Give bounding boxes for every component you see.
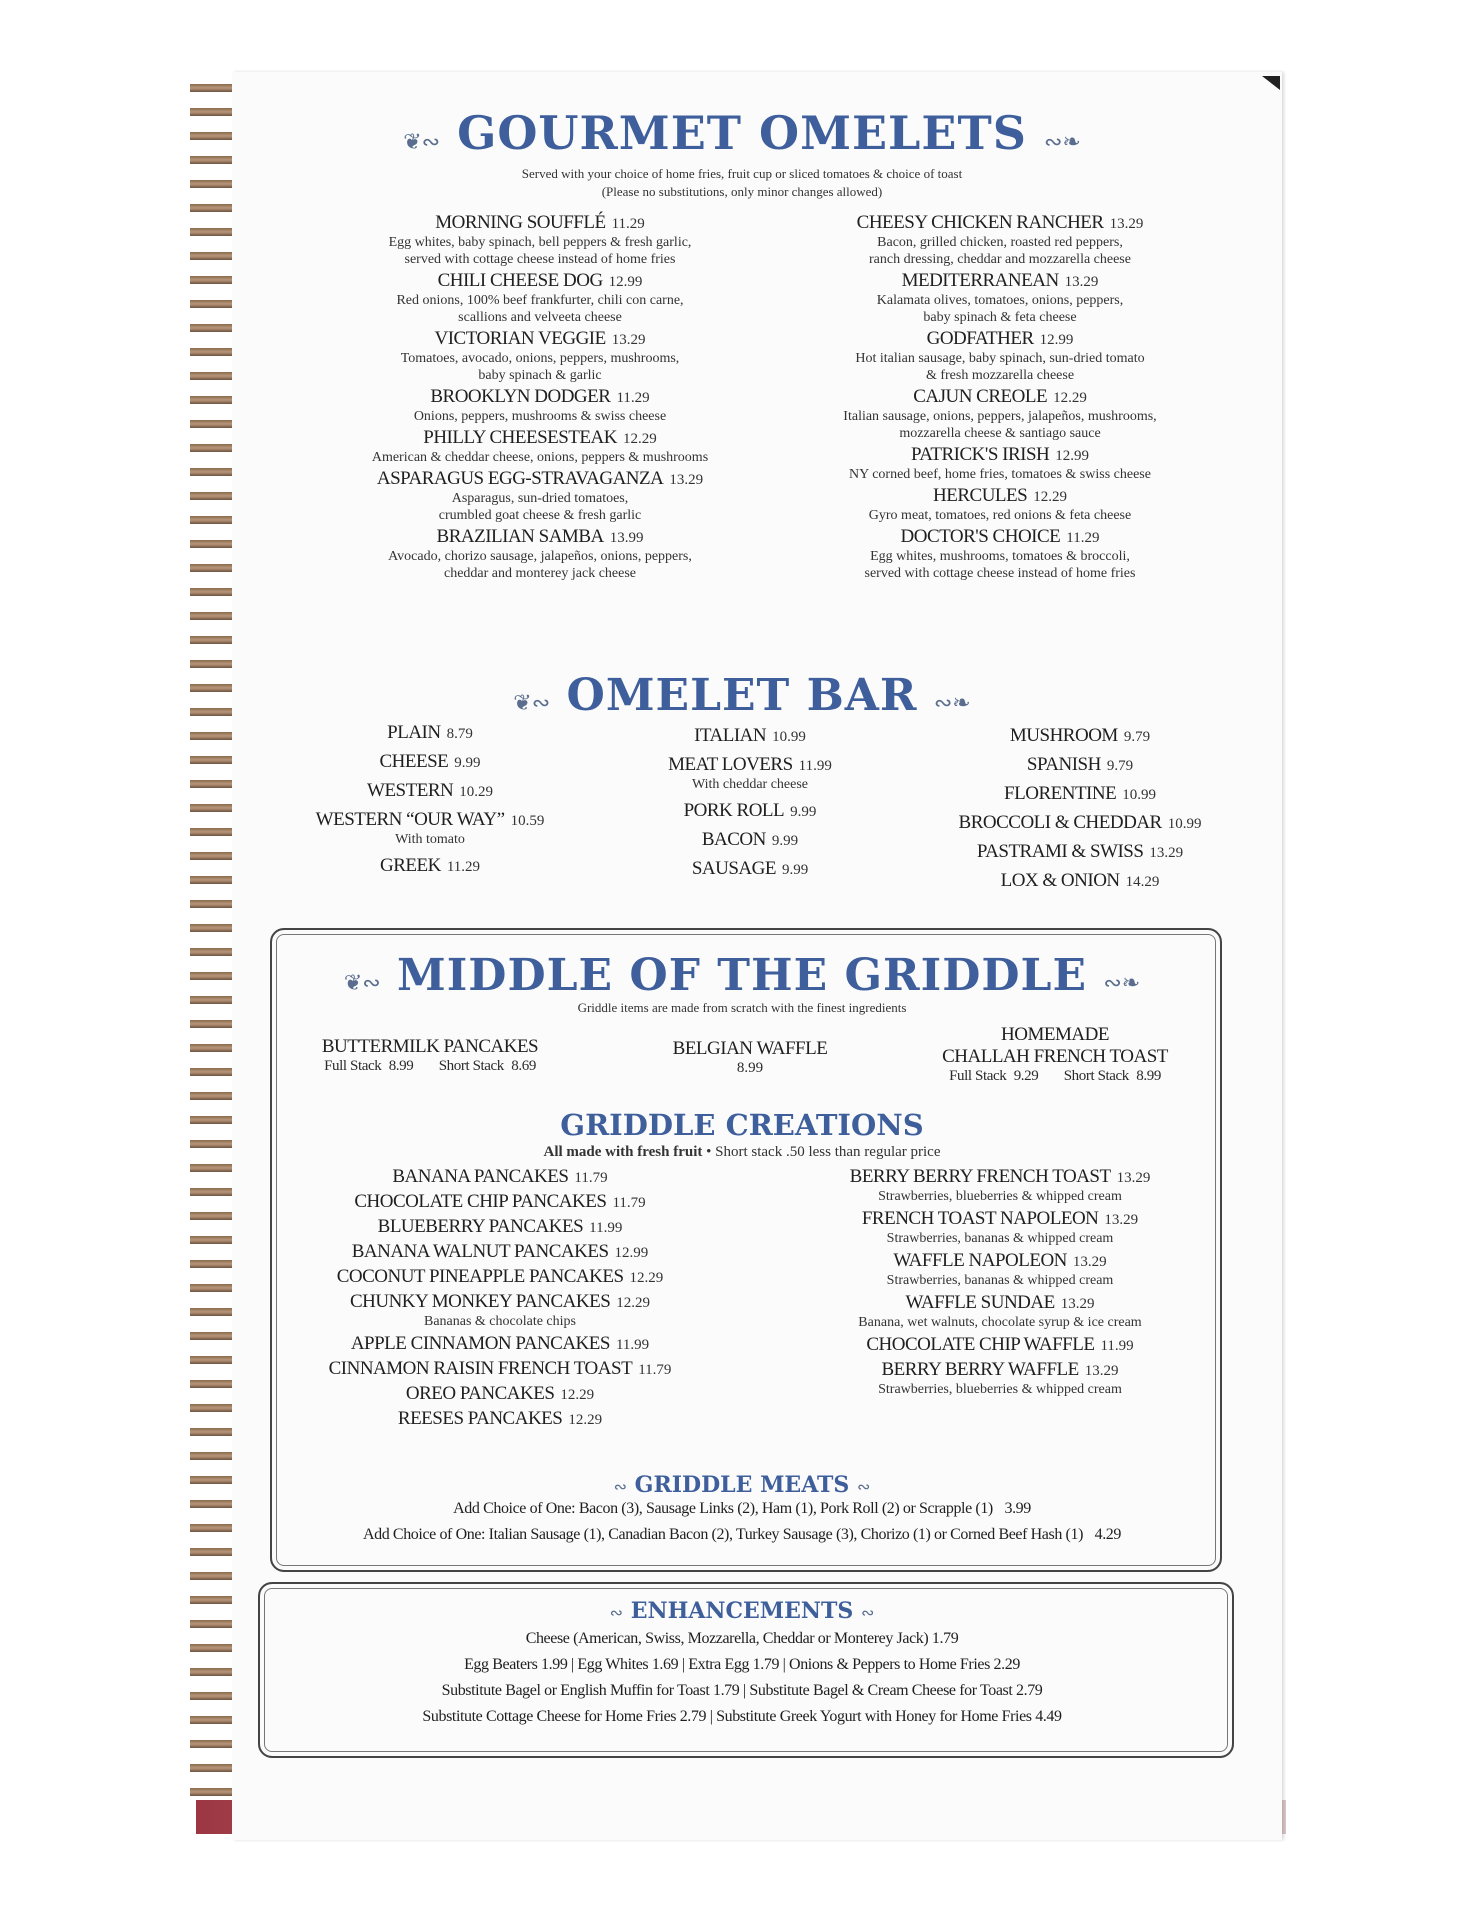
item-price: 10.99 bbox=[1167, 816, 1202, 832]
item-description: Kalamata olives, tomatoes, onions, peppers, bbox=[876, 293, 1124, 308]
buttermilk-pancakes bbox=[300, 1036, 560, 1075]
belgian-waffle bbox=[640, 1038, 860, 1077]
item-price: 12.99 bbox=[1039, 332, 1074, 348]
item-price: 13.29 bbox=[1109, 216, 1144, 232]
item-heading-line bbox=[300, 328, 780, 350]
item-price: 11.99 bbox=[589, 1220, 623, 1236]
item-price: 11.79 bbox=[638, 1362, 672, 1378]
enhancements-heading bbox=[0, 1598, 1484, 1624]
enhancement-line-4: Substitute Cottage Cheese for Home Fries 2.79 | Substitute Greek Yogurt with Honey for Home Fries 4.49 bbox=[422, 1708, 1062, 1725]
item-name: VICTORIAN VEGGIE bbox=[434, 328, 606, 349]
item-name: SAUSAGE bbox=[691, 858, 776, 879]
omelet-bar-item bbox=[600, 800, 900, 822]
flourish-icon: ∾❧ bbox=[1043, 130, 1081, 155]
flourish-icon: ∾ bbox=[609, 1603, 624, 1622]
item-price: 13.29 bbox=[1104, 1212, 1139, 1228]
fresh-fruit-note: All made with fresh fruit bbox=[543, 1144, 703, 1160]
item-description: Bacon, grilled chicken, roasted red peppers, bbox=[877, 235, 1123, 250]
item-heading-line bbox=[280, 751, 580, 773]
item-description: Strawberries, bananas & whipped cream bbox=[886, 1273, 1114, 1288]
omelet-bar-item bbox=[920, 725, 1240, 747]
item-heading-line bbox=[600, 754, 900, 776]
item-heading-line bbox=[760, 212, 1240, 234]
item-name: PASTRAMI & SWISS bbox=[976, 841, 1144, 862]
waffle-name: BELGIAN WAFFLE bbox=[672, 1038, 828, 1059]
item-heading-line bbox=[760, 444, 1240, 466]
item-name: WAFFLE SUNDAE bbox=[905, 1292, 1055, 1313]
item-name: CINNAMON RAISIN FRENCH TOAST bbox=[328, 1358, 633, 1379]
item-price: 9.79 bbox=[1123, 729, 1151, 745]
item-heading-line bbox=[300, 1408, 700, 1430]
item-description: Strawberries, bananas & whipped cream bbox=[886, 1231, 1114, 1246]
item-price: 11.99 bbox=[798, 758, 832, 774]
gourmet-omelets-heading bbox=[0, 106, 1484, 160]
item-name: PATRICK'S IRISH bbox=[910, 444, 1050, 465]
full-stack-label: Full Stack bbox=[949, 1068, 1007, 1084]
gourmet-omelets-title: GOURMET OMELETS bbox=[457, 106, 1027, 160]
item-description: served with cottage cheese instead of home fries bbox=[404, 252, 676, 267]
griddle-creation-item bbox=[800, 1166, 1200, 1205]
item-name: BACON bbox=[701, 829, 766, 850]
gourmet-subtitle: Served with your choice of home fries, fruit cup or sliced tomatoes & choice of toast bbox=[521, 166, 963, 181]
item-description: & fresh mozzarella cheese bbox=[925, 368, 1075, 383]
omelet-bar-item bbox=[920, 754, 1240, 776]
challah-french-toast bbox=[920, 1024, 1190, 1085]
item-price: 9.99 bbox=[454, 755, 481, 771]
item-name: CHOCOLATE CHIP PANCAKES bbox=[354, 1191, 607, 1212]
griddle-creations-right bbox=[800, 1166, 1200, 1401]
griddle-creation-item bbox=[300, 1216, 700, 1238]
item-description: Italian sausage, onions, peppers, jalapeños, mushrooms, bbox=[843, 409, 1157, 424]
full-stack-label: Full Stack bbox=[324, 1058, 382, 1074]
omelet-bar-item bbox=[280, 722, 580, 744]
omelet-bar-item bbox=[280, 855, 580, 877]
item-price: 10.59 bbox=[510, 813, 545, 829]
gourmet-item bbox=[300, 212, 780, 268]
item-description: Asparagus, sun-dried tomatoes, bbox=[451, 491, 629, 506]
griddle-creation-item bbox=[300, 1241, 700, 1263]
griddle-heading bbox=[0, 950, 1484, 1001]
gourmet-item bbox=[760, 328, 1240, 384]
item-heading-line bbox=[760, 328, 1240, 350]
item-price: 10.29 bbox=[459, 784, 493, 800]
full-stack-price: 9.29 bbox=[1013, 1068, 1039, 1084]
omelet-bar-item bbox=[920, 870, 1240, 892]
item-heading-line bbox=[280, 809, 580, 831]
full-stack-price: 8.99 bbox=[388, 1058, 414, 1074]
gourmet-left-column bbox=[300, 212, 780, 584]
item-name: WAFFLE NAPOLEON bbox=[893, 1250, 1067, 1271]
item-price: 11.29 bbox=[446, 859, 481, 875]
item-heading-line bbox=[920, 841, 1240, 863]
item-price: 10.99 bbox=[1122, 787, 1156, 803]
item-description: Gyro meat, tomatoes, red onions & feta cheese bbox=[868, 508, 1132, 523]
buttermilk-name: BUTTERMILK PANCAKES bbox=[321, 1036, 539, 1057]
item-heading-line bbox=[280, 722, 580, 744]
item-description: cheddar and monterey jack cheese bbox=[443, 566, 636, 581]
gourmet-item bbox=[300, 526, 780, 582]
griddle-creation-item bbox=[300, 1191, 700, 1213]
item-heading-line bbox=[920, 725, 1240, 747]
item-heading-line bbox=[600, 829, 900, 851]
item-heading-line bbox=[600, 725, 900, 747]
item-description: With tomato bbox=[395, 832, 465, 847]
griddle-meats-line-2 bbox=[0, 1526, 1484, 1544]
item-heading-line bbox=[300, 1216, 700, 1238]
item-price: 11.29 bbox=[611, 216, 645, 232]
gourmet-item bbox=[760, 212, 1240, 268]
item-name: GODFATHER bbox=[926, 328, 1034, 349]
item-name: HERCULES bbox=[933, 485, 1028, 506]
item-description: ranch dressing, cheddar and mozzarella cheese bbox=[869, 252, 1131, 267]
gourmet-item bbox=[760, 270, 1240, 326]
omelet-bar-item bbox=[600, 754, 900, 793]
gourmet-right-column bbox=[760, 212, 1240, 584]
item-name: CAJUN CREOLE bbox=[913, 386, 1048, 407]
item-name: COCONUT PINEAPPLE PANCAKES bbox=[336, 1266, 624, 1287]
meats-price-1: 3.99 bbox=[1004, 1500, 1031, 1517]
item-heading-line bbox=[920, 754, 1240, 776]
griddle-creation-item bbox=[800, 1359, 1200, 1398]
flourish-icon: ∾ bbox=[613, 1477, 627, 1496]
griddle-creation-item bbox=[300, 1383, 700, 1405]
griddle-creation-item bbox=[800, 1334, 1200, 1356]
item-description: baby spinach & garlic bbox=[478, 368, 602, 383]
item-description: Avocado, chorizo sausage, jalapeños, onions, peppers, bbox=[388, 549, 692, 564]
item-description: Bananas & chocolate chips bbox=[423, 1314, 576, 1329]
omelet-bar-item bbox=[280, 780, 580, 802]
item-name: MEAT LOVERS bbox=[668, 754, 793, 775]
item-name: BROOKLYN DODGER bbox=[430, 386, 611, 407]
item-heading-line bbox=[800, 1359, 1200, 1381]
waffle-price: 8.99 bbox=[736, 1060, 764, 1076]
griddle-creations-title: GRIDDLE CREATIONS bbox=[560, 1108, 924, 1142]
gourmet-item bbox=[760, 526, 1240, 582]
griddle-subtitle: Griddle items are made from scratch with the finest ingredients bbox=[577, 1000, 907, 1015]
item-name: CHUNKY MONKEY PANCAKES bbox=[349, 1291, 611, 1312]
item-price: 13.29 bbox=[1149, 845, 1184, 861]
short-stack-label: Short Stack bbox=[438, 1058, 504, 1074]
griddle-creation-item bbox=[300, 1291, 700, 1330]
item-name: BLUEBERRY PANCAKES bbox=[377, 1216, 584, 1237]
item-heading-line bbox=[300, 1358, 700, 1380]
short-stack-label: Short Stack bbox=[1063, 1068, 1129, 1084]
item-price: 12.99 bbox=[614, 1245, 649, 1261]
item-name: MUSHROOM bbox=[1009, 725, 1118, 746]
item-name: CHEESY CHICKEN RANCHER bbox=[856, 212, 1104, 233]
item-name: LOX & ONION bbox=[1000, 870, 1120, 891]
omelet-bar-item bbox=[600, 829, 900, 851]
item-price: 12.29 bbox=[629, 1270, 664, 1286]
omelet-bar-item bbox=[600, 858, 900, 880]
flourish-icon: ∾❧ bbox=[933, 691, 971, 716]
item-price: 12.29 bbox=[568, 1412, 603, 1428]
short-stack-price: 8.69 bbox=[511, 1058, 536, 1074]
item-description: Egg whites, mushrooms, tomatoes & broccoli, bbox=[870, 549, 1130, 564]
item-name: SPANISH bbox=[1026, 754, 1101, 775]
omelet-bar-title: OMELET BAR bbox=[566, 670, 918, 721]
griddle-title: MIDDLE OF THE GRIDDLE bbox=[397, 950, 1087, 1001]
griddle-creations-left bbox=[300, 1166, 700, 1433]
gourmet-item bbox=[300, 270, 780, 326]
griddle-meats-title: GRIDDLE MEATS bbox=[634, 1472, 850, 1498]
item-price: 11.79 bbox=[612, 1195, 646, 1211]
item-heading-line bbox=[280, 780, 580, 802]
item-heading-line bbox=[920, 870, 1240, 892]
item-price: 13.29 bbox=[1060, 1296, 1095, 1312]
short-stack-price: 8.99 bbox=[1136, 1068, 1161, 1084]
gourmet-item bbox=[760, 485, 1240, 524]
item-name: BROCCOLI & CHEDDAR bbox=[958, 812, 1162, 833]
item-description: American & cheddar cheese, onions, peppers & mushrooms bbox=[371, 450, 709, 465]
item-description: baby spinach & feta cheese bbox=[923, 310, 1077, 325]
item-heading-line bbox=[800, 1292, 1200, 1314]
item-name: MEDITERRANEAN bbox=[901, 270, 1059, 291]
griddle-creation-item bbox=[300, 1358, 700, 1380]
flourish-icon: ∾❧ bbox=[1103, 971, 1141, 996]
item-heading-line bbox=[920, 812, 1240, 834]
item-price: 11.99 bbox=[615, 1337, 650, 1353]
item-heading-line bbox=[300, 1291, 700, 1313]
item-description: served with cottage cheese instead of home fries bbox=[864, 566, 1136, 581]
griddle-meats-line-1 bbox=[0, 1500, 1484, 1518]
gourmet-item bbox=[300, 328, 780, 384]
item-heading-line bbox=[760, 485, 1240, 507]
item-description: Onions, peppers, mushrooms & swiss cheese bbox=[413, 409, 667, 424]
item-description: Banana, wet walnuts, chocolate syrup & ice cream bbox=[858, 1315, 1142, 1330]
gourmet-item bbox=[300, 427, 780, 466]
item-name: OREO PANCAKES bbox=[405, 1383, 555, 1404]
item-heading-line bbox=[300, 270, 780, 292]
item-name: BANANA WALNUT PANCAKES bbox=[351, 1241, 609, 1262]
item-price: 13.29 bbox=[669, 472, 704, 488]
flourish-icon: ❦∾ bbox=[343, 971, 381, 996]
omelet-bar-item bbox=[920, 841, 1240, 863]
item-description: NY corned beef, home fries, tomatoes & swiss cheese bbox=[849, 467, 1151, 482]
item-heading-line bbox=[300, 526, 780, 548]
item-price: 13.99 bbox=[609, 530, 644, 546]
item-price: 12.29 bbox=[1053, 390, 1087, 406]
item-heading-line bbox=[300, 1241, 700, 1263]
griddle-meats-heading bbox=[0, 1472, 1484, 1498]
item-description: Strawberries, blueberries & whipped cream bbox=[878, 1189, 1122, 1204]
item-price: 9.79 bbox=[1106, 758, 1134, 774]
item-heading-line bbox=[300, 1191, 700, 1213]
griddle-creation-item bbox=[800, 1250, 1200, 1289]
item-name: PORK ROLL bbox=[683, 800, 785, 821]
item-description: Egg whites, baby spinach, bell peppers & fresh garlic, bbox=[388, 235, 692, 250]
enhancement-line-3: Substitute Bagel or English Muffin for Toast 1.79 | Substitute Bagel & Cream Cheese for Toast 2.79 bbox=[441, 1682, 1043, 1699]
omelet-bar-item bbox=[920, 783, 1240, 805]
griddle-creation-item bbox=[800, 1292, 1200, 1331]
flourish-icon: ❦∾ bbox=[513, 691, 551, 716]
item-price: 12.29 bbox=[616, 1295, 651, 1311]
item-name: BERRY BERRY FRENCH TOAST bbox=[849, 1166, 1111, 1187]
enhancements-title: ENHANCEMENTS bbox=[630, 1598, 854, 1624]
item-heading-line bbox=[300, 386, 780, 408]
item-price: 11.79 bbox=[574, 1170, 608, 1186]
omelet-bar-item bbox=[280, 809, 580, 848]
meats-choice-2: Add Choice of One: Italian Sausage (1), Canadian Bacon (2), Turkey Sausage (3), Chorizo (1) or Corned Beef Hash (1) bbox=[362, 1526, 1083, 1543]
item-description: With cheddar cheese bbox=[691, 777, 809, 792]
item-name: BERRY BERRY WAFFLE bbox=[881, 1359, 1079, 1380]
item-heading-line bbox=[600, 800, 900, 822]
item-price: 11.29 bbox=[1066, 530, 1100, 546]
item-name: MORNING SOUFFLÉ bbox=[435, 212, 606, 233]
item-heading-line bbox=[920, 783, 1240, 805]
item-heading-line bbox=[300, 1333, 700, 1355]
item-price: 9.99 bbox=[790, 804, 817, 820]
griddle-creations-subtitle bbox=[0, 1144, 1484, 1161]
challah-name-line2: CHALLAH FRENCH TOAST bbox=[942, 1046, 1168, 1067]
item-price: 13.29 bbox=[1064, 274, 1099, 290]
item-name: ITALIAN bbox=[694, 725, 767, 746]
item-name: WESTERN bbox=[367, 780, 454, 801]
item-name: GREEK bbox=[379, 855, 441, 876]
item-heading-line bbox=[300, 1383, 700, 1405]
item-price: 12.99 bbox=[1055, 448, 1090, 464]
item-price: 10.99 bbox=[772, 729, 806, 745]
challah-name-line1: HOMEMADE bbox=[1001, 1024, 1109, 1045]
gourmet-item bbox=[760, 386, 1240, 442]
item-name: REESES PANCAKES bbox=[397, 1408, 563, 1429]
meats-choice-1: Add Choice of One: Bacon (3), Sausage Links (2), Ham (1), Pork Roll (2) or Scrapple (1) bbox=[453, 1500, 993, 1517]
item-heading-line bbox=[800, 1166, 1200, 1188]
item-name: WESTERN “OUR WAY” bbox=[315, 809, 505, 830]
meats-price-2: 4.29 bbox=[1094, 1526, 1122, 1543]
item-name: ASPARAGUS EGG-STRAVAGANZA bbox=[376, 468, 664, 489]
item-name: BRAZILIAN SAMBA bbox=[436, 526, 604, 547]
item-price: 12.29 bbox=[560, 1387, 595, 1403]
item-price: 9.99 bbox=[771, 833, 799, 849]
flourish-icon: ∾ bbox=[857, 1477, 871, 1496]
omelet-bar-item bbox=[920, 812, 1240, 834]
item-price: 13.29 bbox=[611, 332, 646, 348]
item-name: CHOCOLATE CHIP WAFFLE bbox=[866, 1334, 1095, 1355]
item-price: 12.99 bbox=[608, 274, 643, 290]
item-heading-line bbox=[300, 1266, 700, 1288]
omelet-bar-column-2 bbox=[600, 725, 900, 887]
gourmet-item bbox=[300, 386, 780, 425]
item-description: crumbled goat cheese & fresh garlic bbox=[438, 508, 642, 523]
item-heading-line bbox=[300, 1166, 700, 1188]
item-heading-line bbox=[800, 1334, 1200, 1356]
item-description: scallions and velveeta cheese bbox=[458, 310, 622, 325]
griddle-creation-item bbox=[300, 1266, 700, 1288]
item-description: mozzarella cheese & santiago sauce bbox=[899, 426, 1101, 441]
short-stack-note: • Short stack .50 less than regular price bbox=[706, 1144, 941, 1160]
item-price: 9.99 bbox=[781, 862, 809, 878]
item-price: 13.29 bbox=[1072, 1254, 1107, 1270]
item-heading-line bbox=[760, 386, 1240, 408]
item-price: 13.29 bbox=[1084, 1363, 1119, 1379]
item-name: CHILI CHEESE DOG bbox=[437, 270, 603, 291]
item-heading-line bbox=[800, 1250, 1200, 1272]
item-heading-line bbox=[800, 1208, 1200, 1230]
enhancement-line-1: Cheese (American, Swiss, Mozzarella, Cheddar or Monterey Jack) 1.79 bbox=[525, 1630, 959, 1647]
item-description: Tomatoes, avocado, onions, peppers, mushrooms, bbox=[400, 351, 680, 366]
omelet-bar-heading bbox=[0, 670, 1484, 721]
item-name: PHILLY CHEESESTEAK bbox=[423, 427, 617, 448]
spiral-binding bbox=[190, 78, 232, 1808]
gourmet-note: (Please no substitutions, only minor changes allowed) bbox=[601, 184, 883, 199]
item-name: FLORENTINE bbox=[1004, 783, 1117, 804]
omelet-bar-column-1 bbox=[280, 722, 580, 884]
item-description: Strawberries, blueberries & whipped cream bbox=[878, 1382, 1122, 1397]
griddle-creation-item bbox=[300, 1166, 700, 1188]
item-name: APPLE CINNAMON PANCAKES bbox=[350, 1333, 610, 1354]
item-heading-line bbox=[300, 212, 780, 234]
gourmet-item bbox=[300, 468, 780, 524]
item-heading-line bbox=[760, 526, 1240, 548]
griddle-creation-item bbox=[300, 1333, 700, 1355]
item-description: Hot italian sausage, baby spinach, sun-dried tomato bbox=[855, 351, 1145, 366]
omelet-bar-item bbox=[600, 725, 900, 747]
item-heading-line bbox=[300, 468, 780, 490]
enhancement-line-2: Egg Beaters 1.99 | Egg Whites 1.69 | Extra Egg 1.79 | Onions & Peppers to Home Fries 2.29 bbox=[464, 1656, 1020, 1673]
item-description: Red onions, 100% beef frankfurter, chili con carne, bbox=[396, 293, 684, 308]
flourish-icon: ∾ bbox=[860, 1603, 875, 1622]
item-heading-line bbox=[280, 855, 580, 877]
item-price: 11.29 bbox=[616, 390, 650, 406]
item-price: 14.29 bbox=[1125, 874, 1160, 890]
flourish-icon: ❦∾ bbox=[403, 130, 441, 155]
item-name: CHEESE bbox=[379, 751, 449, 772]
item-name: BANANA PANCAKES bbox=[392, 1166, 569, 1187]
griddle-creation-item bbox=[800, 1208, 1200, 1247]
omelet-bar-item bbox=[280, 751, 580, 773]
item-price: 11.99 bbox=[1100, 1338, 1134, 1354]
griddle-creation-item bbox=[300, 1408, 700, 1430]
item-price: 12.29 bbox=[1033, 489, 1067, 505]
item-price: 13.29 bbox=[1116, 1170, 1151, 1186]
item-price: 12.29 bbox=[622, 431, 657, 447]
omelet-bar-column-3 bbox=[920, 725, 1240, 899]
item-name: FRENCH TOAST NAPOLEON bbox=[861, 1208, 1099, 1229]
gourmet-item bbox=[760, 444, 1240, 483]
item-price: 8.79 bbox=[446, 726, 473, 742]
item-name: DOCTOR'S CHOICE bbox=[900, 526, 1061, 547]
item-heading-line bbox=[300, 427, 780, 449]
item-heading-line bbox=[760, 270, 1240, 292]
item-name: PLAIN bbox=[387, 722, 441, 743]
item-heading-line bbox=[600, 858, 900, 880]
